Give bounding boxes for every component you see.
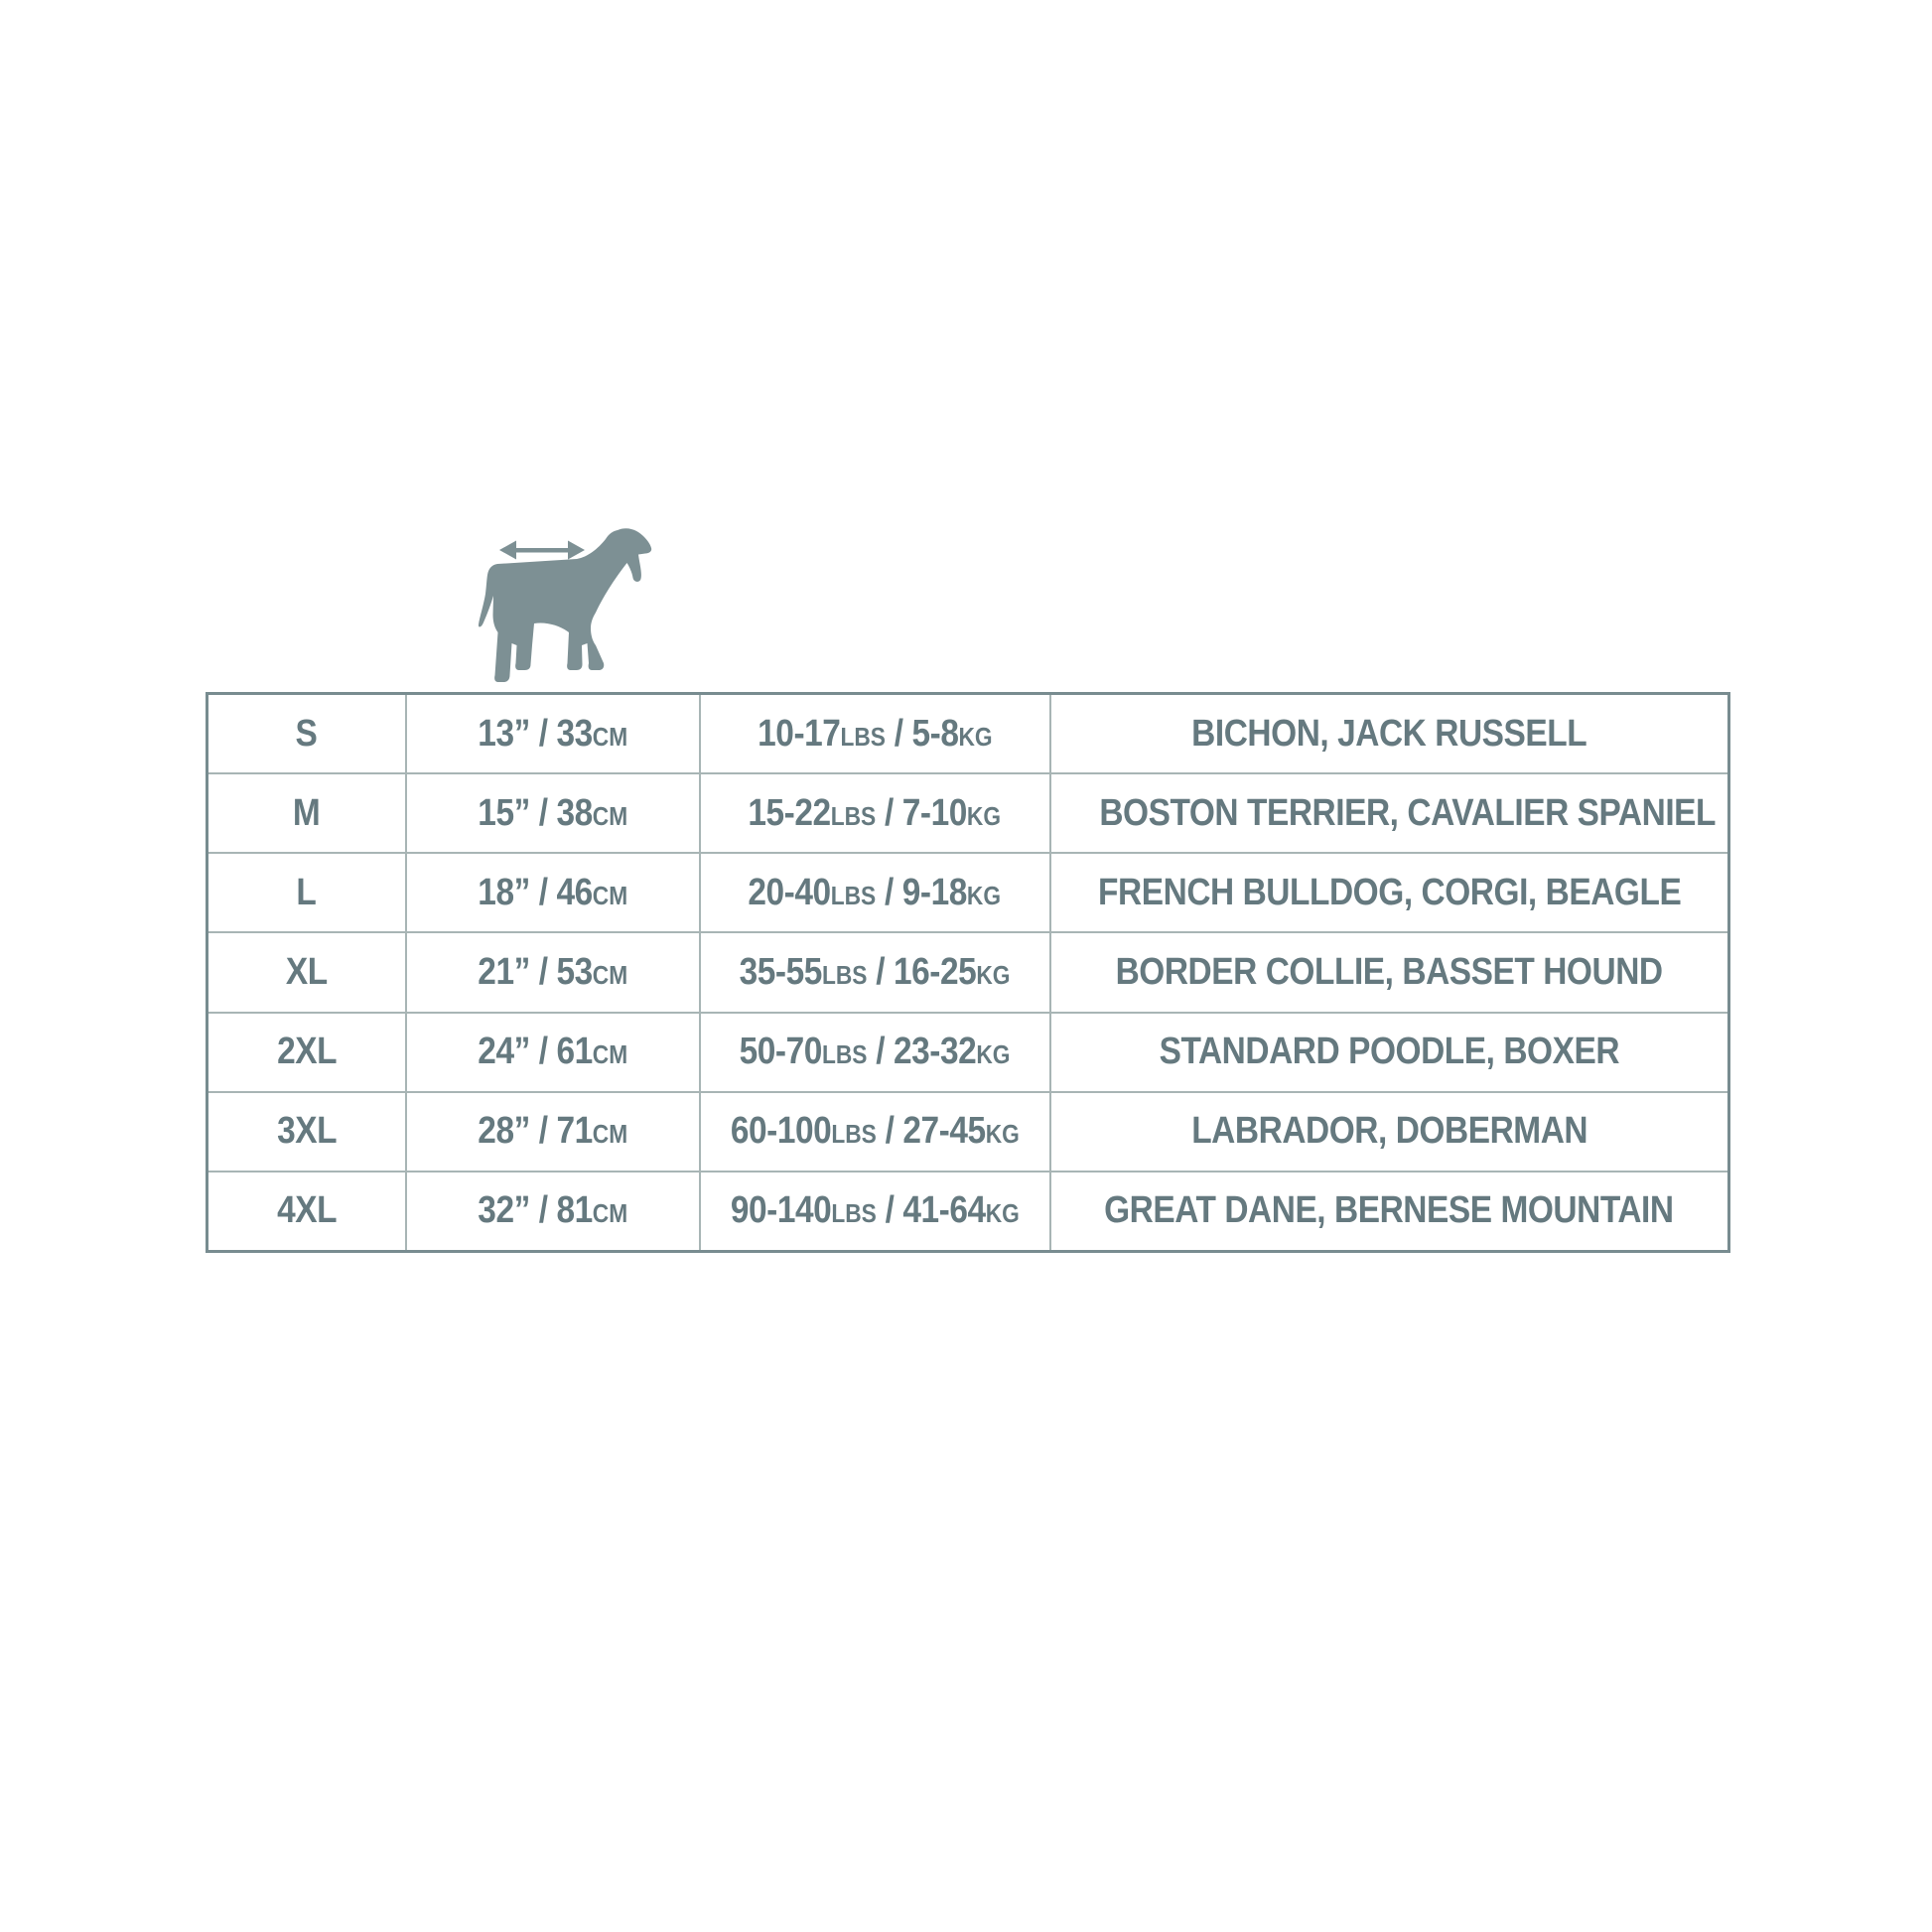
back-length-cell: 24” / 61CM xyxy=(406,1013,700,1092)
back-length-cell: 13” / 33CM xyxy=(406,694,700,774)
breeds-cell: STANDARD POODLE, BOXER xyxy=(1050,1013,1729,1092)
size-cell: S xyxy=(207,694,406,774)
table-row-4xl xyxy=(207,1172,1729,1252)
table-row-s xyxy=(207,694,1729,774)
size-cell: L xyxy=(207,853,406,932)
dog-back-length-icon xyxy=(473,518,667,693)
back-length-cell: 21” / 53CM xyxy=(406,932,700,1012)
table-row-3xl xyxy=(207,1092,1729,1172)
breeds-cell: BICHON, JACK RUSSELL xyxy=(1050,694,1729,774)
table-row-m xyxy=(207,773,1729,853)
breeds-cell: BOSTON TERRIER, CAVALIER SPANIEL xyxy=(1050,773,1729,853)
size-cell: 2XL xyxy=(207,1013,406,1092)
weight-cell: 60-100LBS / 27-45KG xyxy=(700,1092,1050,1172)
table-row-2xl xyxy=(207,1013,1729,1092)
weight-cell: 35-55LBS / 16-25KG xyxy=(700,932,1050,1012)
table-row-l xyxy=(207,853,1729,932)
size-chart-table xyxy=(206,692,1730,1253)
weight-cell: 20-40LBS / 9-18KG xyxy=(700,853,1050,932)
breeds-cell: BORDER COLLIE, BASSET HOUND xyxy=(1050,932,1729,1012)
breeds-cell: LABRADOR, DOBERMAN xyxy=(1050,1092,1729,1172)
weight-cell: 90-140LBS / 41-64KG xyxy=(700,1172,1050,1252)
size-cell: 4XL xyxy=(207,1172,406,1252)
size-cell: M xyxy=(207,773,406,853)
back-length-cell: 28” / 71CM xyxy=(406,1092,700,1172)
back-length-cell: 18” / 46CM xyxy=(406,853,700,932)
double-arrow-icon xyxy=(499,541,585,560)
breeds-cell: FRENCH BULLDOG, CORGI, BEAGLE xyxy=(1050,853,1729,932)
back-length-cell: 32” / 81CM xyxy=(406,1172,700,1252)
breeds-cell: GREAT DANE, BERNESE MOUNTAIN xyxy=(1050,1172,1729,1252)
size-cell: 3XL xyxy=(207,1092,406,1172)
size-cell: XL xyxy=(207,932,406,1012)
weight-cell: 15-22LBS / 7-10KG xyxy=(700,773,1050,853)
back-length-cell: 15” / 38CM xyxy=(406,773,700,853)
table-row-xl xyxy=(207,932,1729,1012)
weight-cell: 10-17LBS / 5-8KG xyxy=(700,694,1050,774)
weight-cell: 50-70LBS / 23-32KG xyxy=(700,1013,1050,1092)
